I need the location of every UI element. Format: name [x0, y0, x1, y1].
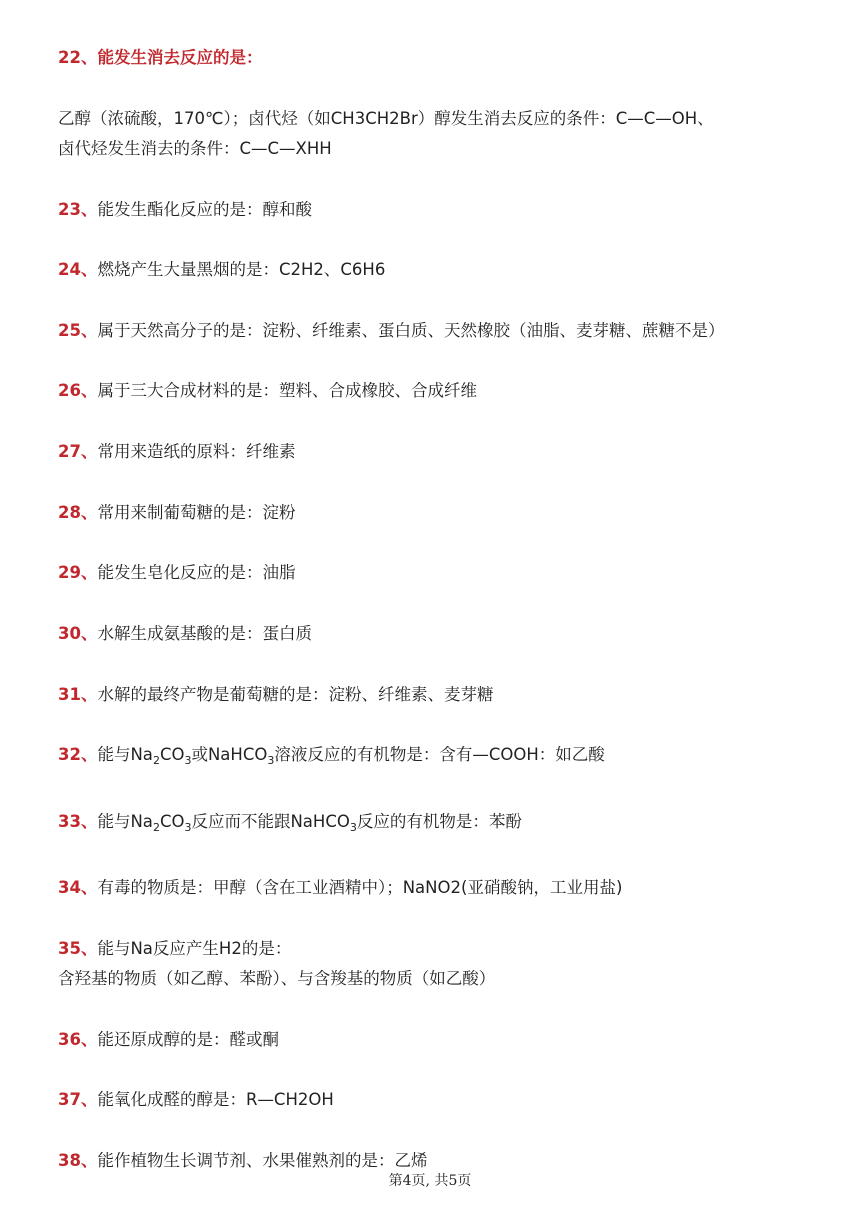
item-text: 能作植物生长调节剂、水果催熟剂的是：乙烯 [97, 1151, 428, 1170]
item-text: 水解的最终产物是葡萄糖的是：淀粉、纤维素、麦芽糖 [97, 685, 494, 704]
item-35 [58, 934, 838, 964]
item-number: 28、 [58, 503, 98, 522]
item-text: 常用来造纸的原料：纤维素 [97, 442, 296, 461]
subscript: 3 [184, 821, 192, 834]
item-text: 燃烧产生大量黑烟的是：C2H2、C6H6 [97, 260, 386, 279]
item-number: 24、 [58, 260, 98, 279]
item-24 [58, 255, 838, 285]
subscript: 3 [349, 821, 357, 834]
item-number: 22、 [58, 48, 98, 67]
item-text: 有毒的物质是：甲醇（含在工业酒精中）；NaNO2(亚硝酸钠，工业用盐) [97, 878, 623, 897]
item-22-answer-line2 [58, 134, 838, 164]
item-32 [58, 740, 838, 772]
item-number: 23、 [58, 200, 98, 219]
item-number: 37、 [58, 1090, 98, 1109]
item-23 [58, 195, 838, 225]
item-text-part: CO [159, 812, 185, 831]
item-text: 能发生酯化反应的是：醇和酸 [97, 200, 312, 219]
item-number: 34、 [58, 878, 98, 897]
item-number: 35、 [58, 939, 98, 958]
item-text-part: 能与Na [97, 745, 153, 764]
item-text-part: 溶液反应的有机物是：含有—COOH：如乙酸 [274, 745, 605, 764]
item-36 [58, 1025, 838, 1055]
item-text: 能发生皂化反应的是：油脂 [97, 563, 296, 582]
item-25 [58, 316, 838, 346]
item-number: 32、 [58, 745, 98, 764]
item-text: 属于三大合成材料的是：塑料、合成橡胶、合成纤维 [97, 381, 477, 400]
item-number: 36、 [58, 1030, 98, 1049]
item-number: 33、 [58, 812, 98, 831]
item-number: 26、 [58, 381, 98, 400]
item-question: 能发生消去反应的是： [97, 48, 263, 67]
item-text: 能与Na反应产生H2的是： [97, 939, 292, 958]
item-35-line2 [58, 964, 838, 994]
item-number: 29、 [58, 563, 98, 582]
item-28 [58, 498, 838, 528]
item-26 [58, 376, 838, 406]
item-30 [58, 619, 838, 649]
subscript: 3 [267, 754, 275, 767]
item-text: 能氧化成醛的醇是：R—CH2OH [97, 1090, 334, 1109]
item-text-part: 反应的有机物是：苯酚 [356, 812, 522, 831]
subscript: 2 [152, 821, 160, 834]
item-text-part: 反应而不能跟NaHCO [191, 812, 350, 831]
item-27 [58, 437, 838, 467]
item-22 [58, 43, 838, 73]
item-34 [58, 873, 838, 903]
item-text: 能还原成醇的是：醛或酮 [97, 1030, 279, 1049]
item-22-answer-line1 [58, 104, 838, 134]
item-29 [58, 558, 838, 588]
item-number: 38、 [58, 1151, 98, 1170]
item-text-part: CO [159, 745, 185, 764]
item-text-part: 或NaHCO [191, 745, 268, 764]
item-text-part: 能与Na [97, 812, 153, 831]
item-number: 30、 [58, 624, 98, 643]
item-text: 水解生成氨基酸的是：蛋白质 [97, 624, 312, 643]
subscript: 3 [184, 754, 192, 767]
item-number: 31、 [58, 685, 98, 704]
item-text: 卤代烃发生消去的条件：C—C—XHH [58, 139, 332, 158]
page-footer: 第4页, 共5页 [388, 1173, 472, 1189]
item-31 [58, 680, 838, 710]
subscript: 2 [152, 754, 160, 767]
item-37 [58, 1085, 838, 1115]
item-text: 属于天然高分子的是：淀粉、纤维素、蛋白质、天然橡胶（油脂、麦芽糖、蔗糖不是） [97, 321, 725, 340]
item-text: 常用来制葡萄糖的是：淀粉 [97, 503, 296, 522]
item-33 [58, 807, 838, 839]
item-text: 乙醇（浓硫酸，170℃）；卤代烃（如CH3CH2Br）醇发生消去反应的条件：C—C—OH、 [58, 109, 714, 128]
item-number: 25、 [58, 321, 98, 340]
item-text: 含羟基的物质（如乙醇、苯酚）、与含羧基的物质（如乙酸） [58, 969, 496, 988]
item-number: 27、 [58, 442, 98, 461]
